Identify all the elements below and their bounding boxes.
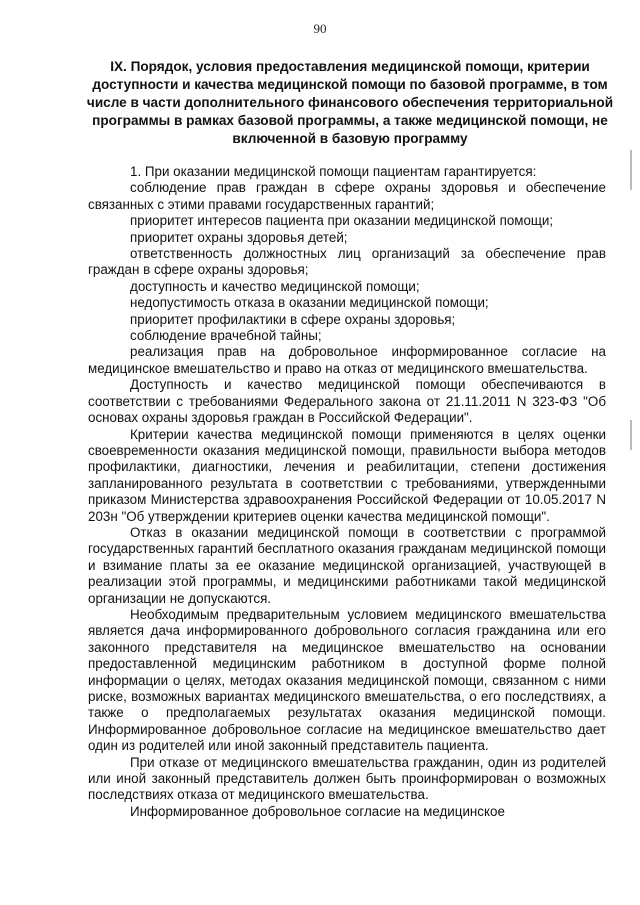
section-heading: IX. Порядок, условия предоставления медицинской помощи, критерии доступности и качества медицинской помощи по базовой программе, в том числе в части дополнительного финансового обеспечения территориальной программы в рамках базовой программы, а также медицинской помощи, не включенной в базовую программу [86,59,614,146]
paragraph: доступность и качество медицинской помощи; [130,278,420,294]
paragraph: Необходимым предварительным условием медицинского вмешательства является дача информированного добровольного согласия гражданина или его законного представителя на медицинское вмешательство на основании предоставленной медицинским работником в доступной форме полной информации о целях, методах оказания медицинской помощи, связанном с ними риске, возможных вариантах медицинского вмешательства, о его последствиях, а также о предполагаемых результатах оказания медицинской помощи. Информированное добровольное согласие на медицинское вмешательство дает один из родителей или иной законный представитель пациента. [88,606,606,754]
paragraph: При отказе от медицинского вмешательства гражданин, один из родителей или иной законный представитель должен быть проинформирован о возможных последствиях отказа от медицинского вмешательства. [88,754,606,803]
page-number: 90 [313,21,327,36]
paragraph: Доступность и качество медицинской помощи обеспечиваются в соответствии с требованиями Федерального закона от 21.11.2011 N 323-ФЗ "Об основах охраны здоровья граждан в Российской Федерации". [88,377,606,426]
paragraph: 1. При оказании медицинской помощи пациентам гарантируется: [130,164,537,179]
scan-margin-line [630,420,632,450]
paragraph: соблюдение врачебной тайны; [130,328,322,344]
paragraph: Критерии качества медицинской помощи применяются в целях оценки своевременности оказания медицинской помощи, правильности выбора методов профилактики, диагностики, лечения и реабилитации, степени достижения запланированного результата в соответствии с требованиями, утвержденными приказом Министерства здравоохранения Российской Федерации от 10.05.2017 N 203н "Об утверждении критериев оценки качества медицинской помощи". [88,426,606,524]
paragraph: соблюдение прав граждан в сфере охраны здоровья и обеспечение связанных с этими правами государственных гарантий; [88,180,606,212]
paragraph: приоритет охраны здоровья детей; [130,229,348,245]
paragraph: Информированное добровольное согласие на медицинское [130,803,505,819]
paragraph: ответственность должностных лиц организаций за обеспечение прав граждан в сфере охраны здоровья; [88,246,606,278]
scan-margin-line [630,150,632,190]
paragraph: приоритет профилактики в сфере охраны здоровья; [130,311,456,327]
paragraph: реализация прав на добровольное информированное согласие на медицинское вмешательство и право на отказ от медицинского вмешательства. [88,344,606,376]
document-body [88,164,606,820]
paragraph: Отказ в оказании медицинской помощи в соответствии с программой государственных гарантий бесплатного оказания гражданам медицинской помощи и взимание платы за ее оказание медицинской организацией, участвующей в реализации этой программы, и медицинскими работниками такой медицинской организации не допускаются. [88,524,606,606]
paragraph: приоритет интересов пациента при оказании медицинской помощи; [130,213,554,229]
paragraph: недопустимость отказа в оказании медицинской помощи; [130,295,489,311]
